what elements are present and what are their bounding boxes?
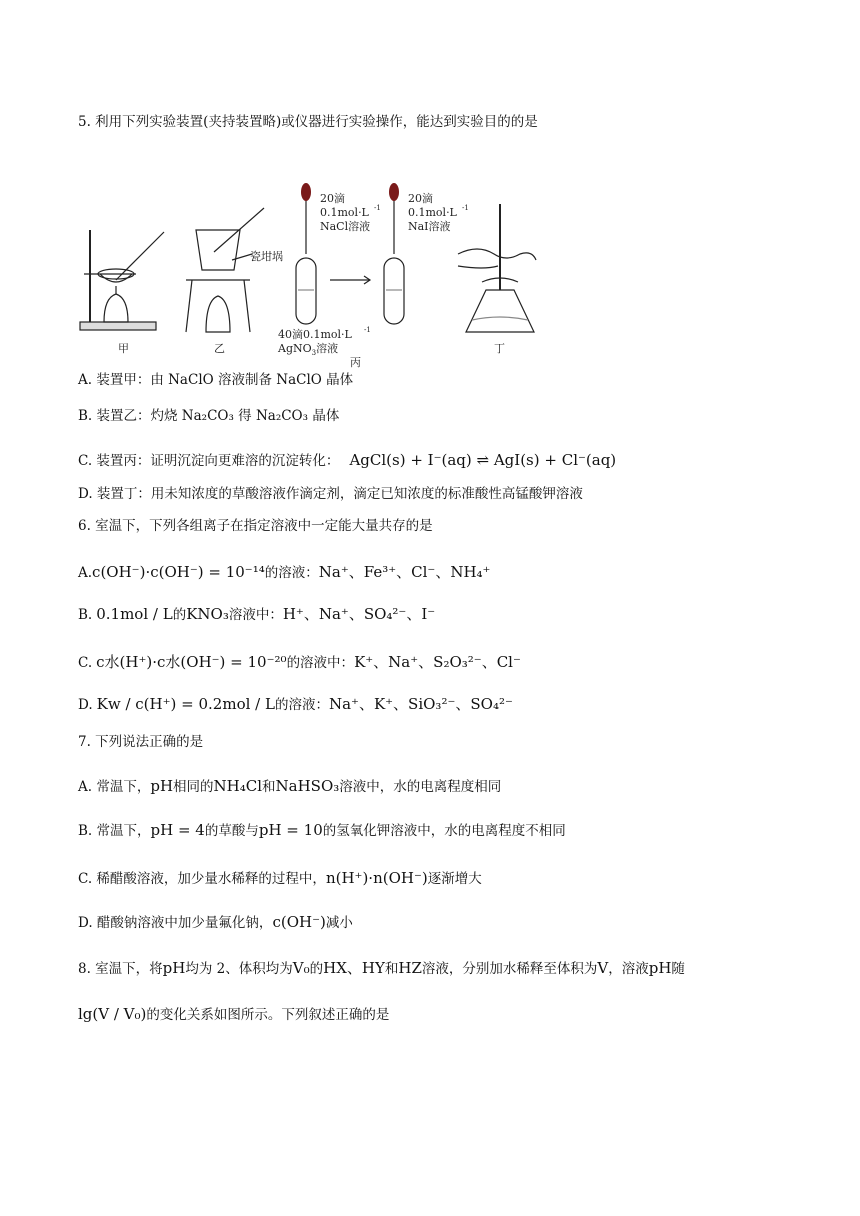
apparatus-ding — [458, 204, 536, 332]
label-ding: 丁 — [494, 342, 505, 355]
svg-text:-1: -1 — [374, 204, 381, 212]
q5-option-b: B. 装置乙：灼烧 Na₂CO₃ 得 Na₂CO₃ 晶体 — [78, 408, 340, 424]
tube1-conc: 0.1mol·L — [320, 206, 369, 219]
q8-stem-line2: lg(V / V₀)的变化关系如图所示。下列叙述正确的是 — [78, 1005, 390, 1023]
bottom-conc: 40滴0.1mol·L — [278, 328, 352, 341]
q6-option-b: B. 0.1mol / L的KNO₃溶液中：H⁺、Na⁺、SO₄²⁻、I⁻ — [78, 605, 436, 623]
svg-text:-1: -1 — [364, 326, 371, 334]
q6-stem: 6. 室温下，下列各组离子在指定溶液中一定能大量共存的是 — [78, 518, 433, 534]
q7-option-c: C. 稀醋酸溶液，加少量水稀释的过程中，n(H⁺)·n(OH⁻)逐渐增大 — [78, 869, 482, 887]
label-jia: 甲 — [118, 342, 129, 355]
q7-stem: 7. 下列说法正确的是 — [78, 734, 204, 750]
q5-apparatus-figure — [74, 170, 654, 380]
q7-option-b: B. 常温下，pH = 4的草酸与pH = 10的氢氧化钾溶液中，水的电离程度不相同 — [78, 821, 566, 839]
tube2-drops: 20滴 — [408, 192, 433, 205]
label-crucible: 瓷坩埚 — [250, 250, 283, 263]
label-yi: 乙 — [214, 342, 225, 355]
apparatus-bing — [296, 183, 404, 324]
q5-c-equation: AgCl(s) + I⁻(aq) ⇌ AgI(s) + Cl⁻(aq) — [349, 451, 617, 469]
svg-text:-1: -1 — [462, 204, 469, 212]
label-bing: 丙 — [350, 356, 361, 369]
apparatus-yi — [186, 208, 264, 332]
q5-option-a: A. 装置甲：由 NaClO 溶液制备 NaClO 晶体 — [78, 372, 354, 388]
tube2-sol: NaI溶液 — [408, 220, 451, 233]
tube1-drops: 20滴 — [320, 192, 345, 205]
q5-stem: 5. 利用下列实验装置(夹持装置略)或仪器进行实验操作，能达到实验目的的是 — [78, 114, 538, 130]
tube1-sol: NaCl溶液 — [320, 220, 371, 233]
q7-option-a: A. 常温下，pH相同的NH₄Cl和NaHSO₃溶液中，水的电离程度相同 — [78, 777, 502, 795]
q6-option-d: D. Kw / c(H⁺) = 0.2mol / L的溶液：Na⁺、K⁺、SiO₃²⁻、SO₄²⁻ — [78, 695, 513, 713]
q5-option-c: C. 装置丙：证明沉淀向更难溶的沉淀转化： AgCl(s) + I⁻(aq) ⇌ AgI(s) + Cl⁻(aq) — [78, 451, 617, 469]
q5-option-d: D. 装置丁：用未知浓度的草酸溶液作滴定剂，滴定已知浓度的标准酸性高锰酸钾溶液 — [78, 486, 583, 502]
svg-text:AgNO3溶液: AgNO$_3$溶液 — [278, 342, 339, 357]
q7-option-d: D. 醋酸钠溶液中加少量氟化钠，c(OH⁻)减小 — [78, 913, 353, 931]
tube2-conc: 0.1mol·L — [408, 206, 457, 219]
bottom-sol: AgNO — [278, 342, 312, 355]
q6-option-a: A.c(OH⁻)·c(OH⁻) = 10⁻¹⁴的溶液：Na⁺、Fe³⁺、Cl⁻、NH₄⁺ — [78, 563, 491, 581]
q6-option-c: C. c水(H⁺)·c水(OH⁻) = 10⁻²⁰的溶液中：K⁺、Na⁺、S₂O₃²⁻、Cl⁻ — [78, 653, 521, 671]
apparatus-jia — [80, 230, 164, 330]
q8-stem-line1: 8. 室温下，将pH均为 2、体积均为V₀的HX、HY和HZ溶液，分别加水稀释至体积为V，溶液pH随 — [78, 959, 685, 977]
